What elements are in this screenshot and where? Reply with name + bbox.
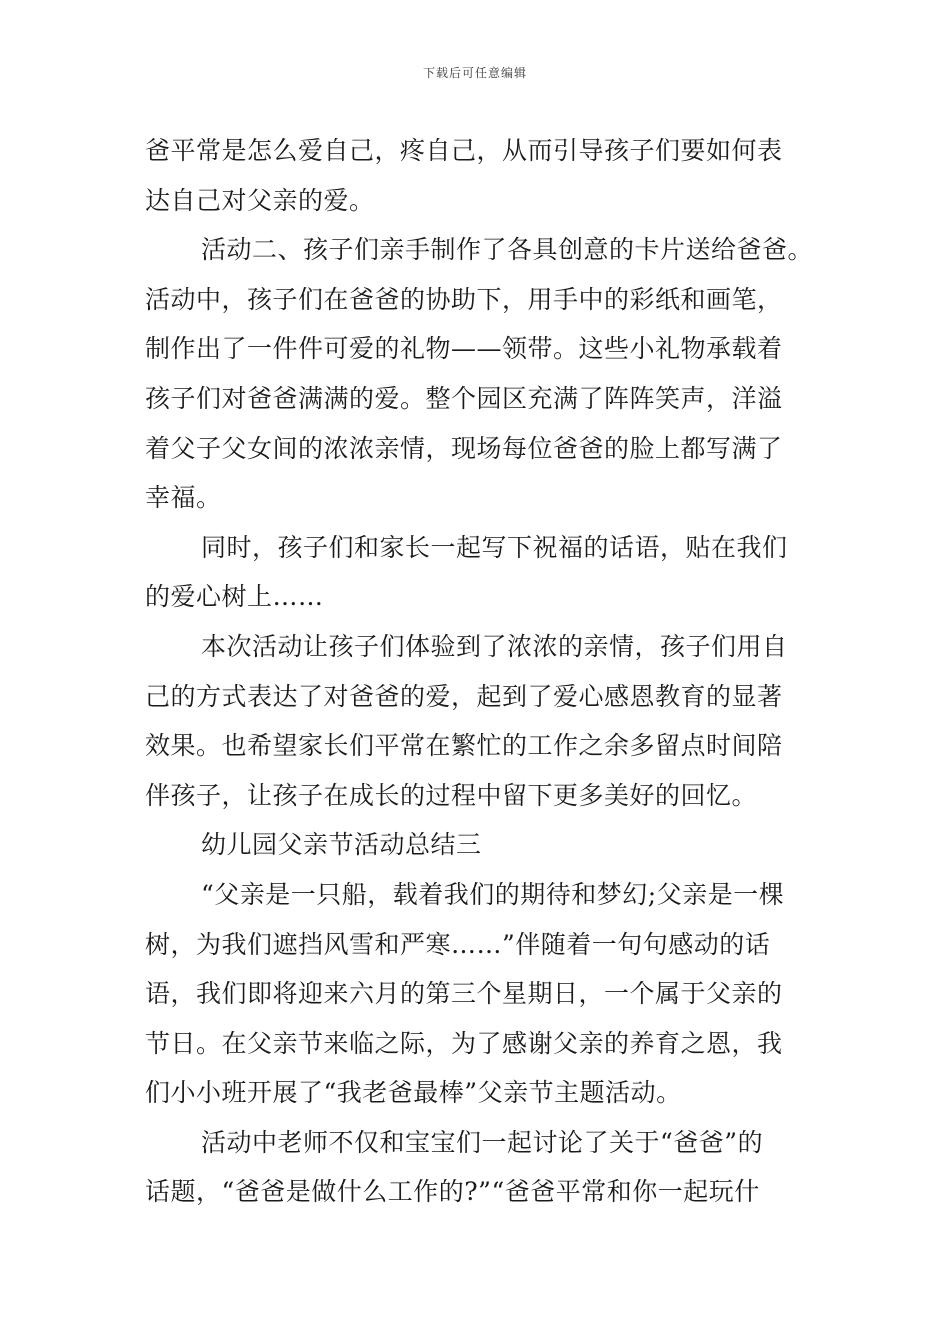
text-line: 孩子们对爸爸满满的爱。整个园区充满了阵阵笑声，洋溢 [145, 383, 783, 413]
text-line: 话题，“爸爸是做什么工作的?”“爸爸平常和你一起玩什 [145, 1177, 760, 1207]
text-line: 伴孩子，让孩子在成长的过程中留下更多美好的回忆。 [145, 780, 758, 810]
page-header: 下载后可任意编辑 [422, 66, 527, 80]
text-line: 们小小班开展了“我老爸最棒”父亲节主题活动。 [145, 1078, 682, 1108]
paragraph-start-line: 活动二、孩子们亲手制作了各具创意的卡片送给爸爸。 [201, 235, 814, 265]
text-line: 活动中，孩子们在爸爸的协助下，用手中的彩纸和画笔， [145, 284, 783, 314]
text-line: 语，我们即将迎来六月的第三个星期日，一个属于父亲的 [145, 979, 783, 1009]
text-line: 效果。也希望家长们平常在繁忙的工作之余多留点时间陪 [145, 731, 783, 761]
paragraph-start-line: 本次活动让孩子们体验到了浓浓的亲情，孩子们用自 [201, 631, 788, 661]
section-heading: 幼儿园父亲节活动总结三 [201, 830, 482, 860]
text-line: 达自己对父亲的爱。 [145, 185, 375, 215]
text-line: 爸平常是怎么爱自己，疼自己，从而引导孩子们要如何表 [145, 136, 783, 165]
text-line: 制作出了一件件可爱的礼物——领带。这些小礼物承载着 [145, 334, 783, 364]
paragraph-start-line: “父亲是一只船，载着我们的期待和梦幻;父亲是一棵 [201, 879, 785, 909]
text-line: 树，为我们遮挡风雪和严寒……”伴随着一句句感动的话 [145, 929, 771, 959]
paragraph-start-line: 同时，孩子们和家长一起写下祝福的话语，贴在我们 [201, 532, 788, 562]
paragraph-start-line: 活动中老师不仅和宝宝们一起讨论了关于“爸爸”的 [201, 1127, 764, 1157]
document-body [145, 126, 825, 1217]
text-line: 幸福。 [145, 483, 222, 513]
text-line: 的爱心树上…… [145, 582, 324, 612]
text-line: 己的方式表达了对爸爸的爱，起到了爱心感恩教育的显著 [145, 681, 783, 711]
text-line: 节日。在父亲节来临之际，为了感谢父亲的养育之恩，我 [145, 1028, 783, 1058]
text-line: 着父子父女间的浓浓亲情，现场每位爸爸的脸上都写满了 [145, 433, 783, 463]
